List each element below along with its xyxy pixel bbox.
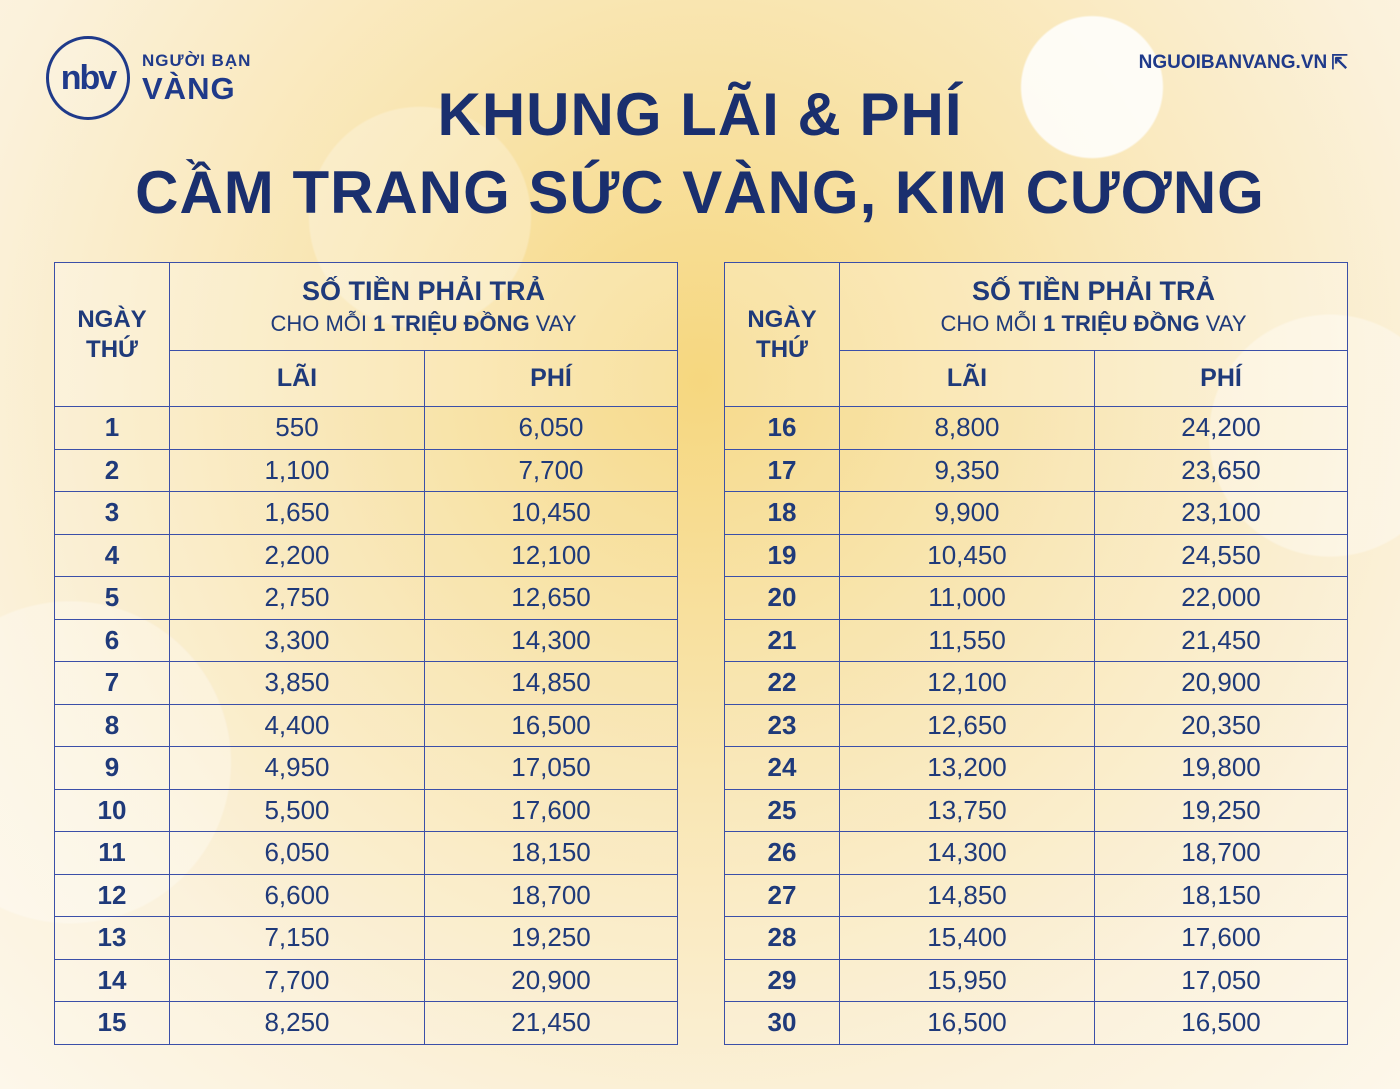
fee-cell: 23,100 [1095, 492, 1348, 535]
table-row [725, 874, 1348, 917]
table-row [725, 492, 1348, 535]
page-title-line1: KHUNG LÃI & PHÍ [437, 81, 963, 148]
day-cell: 3 [55, 492, 170, 535]
brand-name-line2: VÀNG [142, 71, 236, 106]
fee-cell: 17,600 [425, 789, 678, 832]
fee-cell: 16,500 [1095, 1002, 1348, 1045]
day-cell: 24 [725, 747, 840, 790]
fee-cell: 19,250 [1095, 789, 1348, 832]
amount-sub-post: VAY [529, 310, 577, 336]
interest-cell: 1,650 [170, 492, 425, 535]
amount-sub-bold: 1 TRIỆU ĐỒNG [373, 310, 530, 336]
day-cell: 7 [55, 662, 170, 705]
interest-cell: 4,950 [170, 747, 425, 790]
fee-cell: 17,600 [1095, 917, 1348, 960]
table-row [55, 534, 678, 577]
interest-cell: 15,400 [840, 917, 1095, 960]
fee-cell: 20,350 [1095, 704, 1348, 747]
header-fee: PHÍ [425, 350, 678, 406]
fee-cell: 17,050 [1095, 959, 1348, 1002]
table-row [55, 874, 678, 917]
interest-cell: 8,250 [170, 1002, 425, 1045]
page-title-line2: CẦM TRANG SỨC VÀNG, KIM CƯƠNG [135, 159, 1265, 226]
day-cell: 10 [55, 789, 170, 832]
day-cell: 1 [55, 407, 170, 450]
table-row [725, 704, 1348, 747]
interest-cell: 2,200 [170, 534, 425, 577]
fee-cell: 23,650 [1095, 449, 1348, 492]
table-row [55, 832, 678, 875]
day-cell: 22 [725, 662, 840, 705]
interest-cell: 13,200 [840, 747, 1095, 790]
day-cell: 17 [725, 449, 840, 492]
table-row [725, 662, 1348, 705]
fee-cell: 20,900 [1095, 662, 1348, 705]
table-row [55, 407, 678, 450]
day-cell: 5 [55, 577, 170, 620]
header-amount-title: SỐ TIỀN PHẢI TRẢ [301, 275, 545, 306]
header-amount-title: SỐ TIỀN PHẢI TRẢ [971, 275, 1215, 306]
header-amount [170, 263, 678, 351]
interest-cell: 11,550 [840, 619, 1095, 662]
table-row [725, 577, 1348, 620]
table-row [725, 407, 1348, 450]
fee-cell: 17,050 [425, 747, 678, 790]
header-amount-subtitle [840, 311, 1347, 337]
day-cell: 9 [55, 747, 170, 790]
amount-sub-pre: CHO MỖI [270, 310, 374, 336]
website-link[interactable] [1139, 50, 1348, 75]
interest-cell: 7,150 [170, 917, 425, 960]
fee-cell: 24,200 [1095, 407, 1348, 450]
day-cell: 20 [725, 577, 840, 620]
table-row [55, 1002, 678, 1045]
table-row [55, 747, 678, 790]
interest-cell: 9,350 [840, 449, 1095, 492]
day-cell: 18 [725, 492, 840, 535]
table-row [55, 619, 678, 662]
day-cell: 4 [55, 534, 170, 577]
day-cell: 19 [725, 534, 840, 577]
amount-sub-bold: 1 TRIỆU ĐỒNG [1043, 310, 1200, 336]
interest-cell: 10,450 [840, 534, 1095, 577]
fee-cell: 10,450 [425, 492, 678, 535]
table-row [725, 917, 1348, 960]
day-cell: 11 [55, 832, 170, 875]
day-cell: 21 [725, 619, 840, 662]
table-row [55, 449, 678, 492]
day-cell: 2 [55, 449, 170, 492]
day-cell: 12 [55, 874, 170, 917]
fee-cell: 21,450 [1095, 619, 1348, 662]
day-cell: 26 [725, 832, 840, 875]
day-cell: 8 [55, 704, 170, 747]
fee-cell: 6,050 [425, 407, 678, 450]
header-day [725, 263, 840, 407]
table-row [725, 747, 1348, 790]
cursor-click-icon: ⇱ [1331, 52, 1348, 74]
fee-cell: 12,100 [425, 534, 678, 577]
day-cell: 25 [725, 789, 840, 832]
fee-cell: 18,150 [425, 832, 678, 875]
interest-cell: 3,850 [170, 662, 425, 705]
interest-cell: 15,950 [840, 959, 1095, 1002]
fee-cell: 18,700 [425, 874, 678, 917]
header-amount-subtitle [170, 311, 677, 337]
interest-cell: 12,100 [840, 662, 1095, 705]
table-row [725, 959, 1348, 1002]
rows-left [55, 407, 678, 1045]
table-row [725, 1002, 1348, 1045]
day-cell: 14 [55, 959, 170, 1002]
day-cell: 30 [725, 1002, 840, 1045]
fee-cell: 12,650 [425, 577, 678, 620]
interest-cell: 1,100 [170, 449, 425, 492]
interest-cell: 550 [170, 407, 425, 450]
fee-cell: 18,150 [1095, 874, 1348, 917]
day-cell: 28 [725, 917, 840, 960]
table-row [725, 832, 1348, 875]
day-cell: 15 [55, 1002, 170, 1045]
header-interest: LÃI [170, 350, 425, 406]
interest-cell: 3,300 [170, 619, 425, 662]
interest-cell: 14,300 [840, 832, 1095, 875]
fee-cell: 19,800 [1095, 747, 1348, 790]
table-row [55, 959, 678, 1002]
day-cell: 6 [55, 619, 170, 662]
header-day-label: NGÀY THỨ [77, 305, 147, 363]
day-cell: 16 [725, 407, 840, 450]
table-row [725, 789, 1348, 832]
fee-cell: 24,550 [1095, 534, 1348, 577]
table-row [725, 619, 1348, 662]
interest-cell: 4,400 [170, 704, 425, 747]
header-day [55, 263, 170, 407]
table-row [725, 534, 1348, 577]
header-fee: PHÍ [1095, 350, 1348, 406]
interest-cell: 11,000 [840, 577, 1095, 620]
table-row [55, 577, 678, 620]
interest-cell: 2,750 [170, 577, 425, 620]
header-day-label: NGÀY THỨ [747, 305, 817, 363]
nbv-logo-icon: nbv [46, 36, 130, 120]
rate-table-right [724, 262, 1348, 1045]
interest-cell: 13,750 [840, 789, 1095, 832]
table-row [725, 449, 1348, 492]
website-text: NGUOIBANVANG.VN [1138, 51, 1328, 73]
table-row [55, 917, 678, 960]
interest-cell: 5,500 [170, 789, 425, 832]
header-interest: LÃI [840, 350, 1095, 406]
table-row [55, 662, 678, 705]
fee-cell: 19,250 [425, 917, 678, 960]
fee-cell: 18,700 [1095, 832, 1348, 875]
interest-cell: 6,600 [170, 874, 425, 917]
day-cell: 27 [725, 874, 840, 917]
fee-cell: 14,300 [425, 619, 678, 662]
interest-cell: 12,650 [840, 704, 1095, 747]
fee-cell: 22,000 [1095, 577, 1348, 620]
fee-cell: 14,850 [425, 662, 678, 705]
amount-sub-pre: CHO MỖI [940, 310, 1044, 336]
table-row [55, 789, 678, 832]
interest-cell: 14,850 [840, 874, 1095, 917]
interest-cell: 7,700 [170, 959, 425, 1002]
day-cell: 29 [725, 959, 840, 1002]
rate-table-left [54, 262, 678, 1045]
fee-cell: 20,900 [425, 959, 678, 1002]
fee-cell: 21,450 [425, 1002, 678, 1045]
day-cell: 13 [55, 917, 170, 960]
amount-sub-post: VAY [1199, 310, 1247, 336]
table-row [55, 492, 678, 535]
rows-right [725, 407, 1348, 1045]
brand-name-line1: NGƯỜI BẠN [142, 51, 252, 70]
interest-cell: 8,800 [840, 407, 1095, 450]
interest-cell: 9,900 [840, 492, 1095, 535]
interest-cell: 16,500 [840, 1002, 1095, 1045]
table-row [55, 704, 678, 747]
day-cell: 23 [725, 704, 840, 747]
fee-cell: 7,700 [425, 449, 678, 492]
header-amount [840, 263, 1348, 351]
interest-cell: 6,050 [170, 832, 425, 875]
fee-cell: 16,500 [425, 704, 678, 747]
